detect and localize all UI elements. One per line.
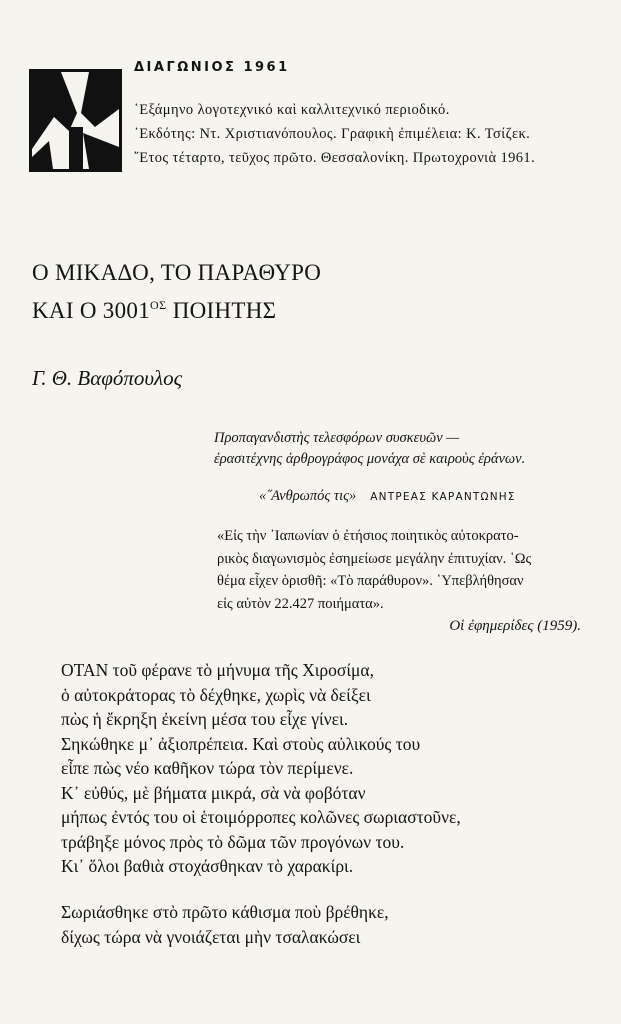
poem-line: τράβηξε μόνος πρὸς τὸ δῶμα τῶν προγόνων του.: [61, 831, 405, 852]
epigraph-1-author: ΑΝΤΡΕΑΣ ΚΑΡΑΝΤΩΝΗΣ: [370, 491, 516, 503]
article-title: [32, 256, 321, 327]
poem-line: Σηκώθηκε μ᾿ ἀξιοπρέπεια. Καὶ στοὺς αὐλικούς του: [61, 733, 421, 754]
poem-line: εἶπε πὼς νέο καθῆκον τώρα τὸν περίμενε.: [61, 758, 354, 778]
epigraph-2-line: «Εἰς τὴν ᾿Ιαπωνίαν ὁ ἐτήσιος ποιητικὸς αὐτοκρατο-: [217, 528, 519, 544]
epigraph-2-line: ρικὸς διαγωνισμὸς ἐσημείωσε μεγάλην ἐπιτυχίαν. ῾Ως: [217, 550, 532, 567]
epigraph-2-line: θέμα εἶχεν ὁρισθῆ: «Τὸ παράθυρον». ῾Υπεβλήθησαν: [217, 573, 524, 589]
title-ordinal-suffix: ΟΣ: [150, 298, 167, 312]
title-line-2-end: ΠΟΙΗΤΗΣ: [166, 298, 277, 323]
masthead-title: ΔΙΑΓΩΝΙΟΣ 1961: [134, 60, 290, 75]
poem-line: πὼς ἡ ἔκρηξη ἐκείνη μέσα του εἶχε γίνει.: [61, 709, 349, 729]
title-line-2-start: ΚΑΙ Ο 3001: [32, 298, 150, 323]
epigraph-1-line: Προπαγανδιστὴς τελεσφόρων συσκευῶν —: [214, 430, 460, 446]
poem-line: Κ᾿ εὐθύς, μὲ βήματα μικρά, σὰ νὰ φοβόταν: [61, 782, 366, 803]
epigraph-1: [214, 428, 525, 470]
poem-line: δίχως τώρα νὰ γνοιάζεται μὴν τσαλακώσει: [61, 926, 361, 947]
epigraph-2-source: Οἱ ἐφημερίδες (1959).: [449, 618, 581, 634]
poem-line: μήπως ἐντός του οἱ ἑτοιμόρροπες κολῶνες σωριαστοῦνε,: [61, 807, 461, 827]
title-line-1: Ο ΜΙΚΑΔΟ, ΤΟ ΠΑΡΑΘΥΡΟ: [32, 260, 322, 285]
poem-line: ὁ αὐτοκράτορας τὸ δέχθηκε, χωρὶς νὰ δείξει: [61, 684, 371, 705]
poem-line: Κι᾿ ὅλοι βαθιὰ στοχάσθηκαν τὸ χαρακίρι.: [61, 856, 354, 876]
poem-stanza-2: [61, 900, 389, 949]
epigraph-2: [217, 525, 531, 615]
magazine-logo: [29, 69, 122, 172]
poem-line: Σωριάσθηκε στὸ πρῶτο κάθισμα ποὺ βρέθηκε,: [61, 902, 389, 922]
epigraph-1-source: «῞Ανθρωπός τις»: [259, 488, 357, 504]
masthead-line: ᾿Εκδότης: Ντ. Χριστιανόπουλος. Γραφικὴ ἐπιμέλεια: Κ. Τσίζεκ.: [134, 126, 531, 142]
masthead-line: ῾Εξάμηνο λογοτεχνικό καὶ καλλιτεχνικό περιοδικό.: [134, 102, 450, 118]
epigraph-1-line: ἐρασιτέχνης ἀρθρογράφος μονάχα σὲ καιροὺς ἐράνων.: [214, 451, 526, 467]
poem-stanza-1: [61, 658, 461, 879]
epigraph-1-attribution: [259, 485, 516, 505]
masthead-info: [134, 98, 535, 170]
author-name: Γ. Θ. Βαφόπουλος: [32, 366, 183, 390]
masthead-line: ῎Ετος τέταρτο, τεῦχος πρῶτο. Θεσσαλονίκη. Πρωτοχρονιὰ 1961.: [134, 150, 536, 166]
epigraph-2-line: εἰς αὐτὸν 22.427 ποιήματα».: [217, 595, 384, 612]
poem-line: ΟΤΑΝ τοῦ φέρανε τὸ μήνυμα τῆς Χιροσίμα,: [61, 660, 374, 680]
